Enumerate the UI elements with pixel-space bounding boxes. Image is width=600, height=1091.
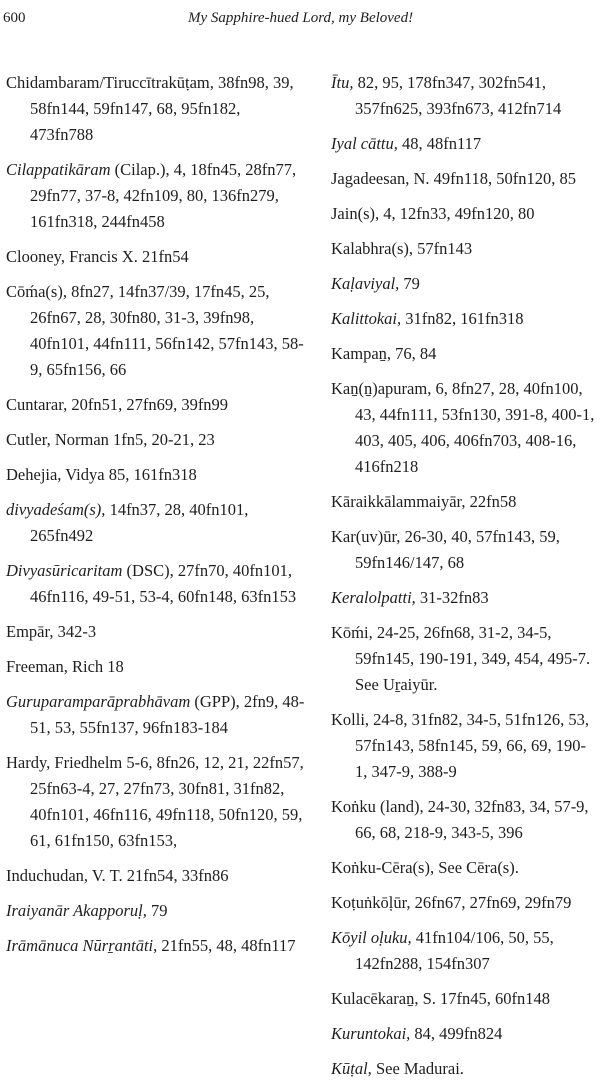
index-entry-references: 57fn143 (413, 239, 473, 258)
index-entry-references: 4, 12fn33, 49fn120, 80 (379, 204, 535, 223)
index-entry-term: Freeman, Rich (6, 657, 104, 676)
index-entry-term: Cōḿa(s), (6, 282, 67, 301)
index-entry (331, 341, 597, 367)
index-entry-term: Kaḷaviyal, (331, 274, 400, 293)
index-entry-term: Iraiyanār Akapporuḷ, (6, 901, 147, 920)
index-entry (6, 863, 306, 889)
index-entry (6, 497, 306, 549)
index-entry-term: Guruparamparāprabhāvam (6, 692, 191, 711)
index-entry-term: Jain(s), (331, 204, 380, 223)
index-entry-references: 24-8, 31fn82, 34-5, 51fn126, 53, 57fn143, 58fn145, 59, 66, 69, 190-1, 347-9, 388-9 (355, 710, 590, 781)
index-entry (6, 619, 306, 645)
index-entry (6, 654, 306, 680)
index-entry-term: Chidambaram/Tiruccītrakūṭam, (6, 73, 214, 92)
index-entry-term: Empār, (6, 622, 54, 641)
index-entry (331, 236, 597, 262)
index-entry-references: 22fn58 (465, 492, 517, 511)
index-entry (331, 890, 597, 916)
index-entry-term: Jagadeesan, N. (331, 169, 430, 188)
index-entry-references: See Cēra(s). (434, 858, 519, 877)
index-column-right (331, 70, 597, 1091)
index-entry (331, 1021, 597, 1047)
page-header (0, 6, 600, 30)
index-entry (6, 70, 306, 148)
index-entry-references: 26fn67, 27fn69, 29fn79 (410, 893, 572, 912)
index-entry-references: 5-6, 8fn26, 12, 21, 22fn57, 25fn63-4, 27, 27fn73, 30fn81, 31fn82, 40fn101, 46fn116, 49fn118, 50fn120, 59, 61, 61fn150, 63fn153, (30, 753, 304, 850)
index-entry-references: 21fn55, 48, 48fn117 (157, 936, 296, 955)
index-entry-term: Kōḿi, (331, 623, 373, 642)
index-entry-references: 24-25, 26fn68, 31-2, 34-5, 59fn145, 190-191, 349, 454, 495-7. See Uṟaiyūr. (355, 623, 591, 694)
index-entry-references: 49fn118, 50fn120, 85 (429, 169, 577, 188)
index-entry-term: Divyasūricaritam (6, 561, 123, 580)
index-entry-references: (Cilap.), 4, 18fn45, 28fn77, 29fn77, 37-8, 42fn109, 80, 136fn279, 161fn318, 244fn458 (30, 160, 297, 231)
index-entry-references: (GPP), 2fn9, 48-51, 53, 55fn137, 96fn183-184 (30, 692, 305, 737)
index-entry (6, 558, 306, 610)
index-entry (6, 933, 306, 959)
index-entry-term: Induchudan, V. T. (6, 866, 123, 885)
index-entry-term: Keralolpatti, (331, 588, 416, 607)
index-entry-term: Cuntarar, (6, 395, 68, 414)
running-title: My Sapphire-hued Lord, my Beloved! (188, 10, 414, 26)
index-entry-references: 21fn54, 33fn86 (122, 866, 229, 885)
index-entry-references: 76, 84 (391, 344, 437, 363)
index-entry-references: 31fn82, 161fn318 (401, 309, 524, 328)
index-entry-references: 14fn37, 28, 40fn101, 265fn492 (30, 500, 249, 545)
index-entry (6, 750, 306, 854)
index-entry-references: See Madurai. (371, 1059, 464, 1078)
index-entry (331, 925, 597, 977)
index-entry-term: Dehejia, Vidya (6, 465, 105, 484)
index-entry-term: Iyal cāttu, (331, 134, 398, 153)
index-entry-references: 48, 48fn117 (397, 134, 482, 153)
index-entry-term: Kolli, (331, 710, 370, 729)
index-entry-references: 21fn54 (137, 247, 189, 266)
index-entry (331, 707, 597, 785)
index-entry-term: Kulacēkaraṉ, S. (331, 989, 436, 1008)
index-entry-references: 26-30, 40, 57fn143, 59, 59fn146/147, 68 (355, 527, 560, 572)
index-entry-references: 20fn51, 27fn69, 39fn99 (67, 395, 229, 414)
index-entry-term: Irāmānuca Nūrṟantāti, (6, 936, 158, 955)
index-entry-references: 8fn27, 14fn37/39, 17fn45, 25, 26fn67, 28, 30fn80, 31-3, 39fn98, 40fn101, 44fn111, 56fn142, 57fn143, 58-9, 65fn156, 66 (30, 282, 304, 379)
index-entry-term: Kuruntokai, (331, 1024, 411, 1043)
index-entry-term: divyadeśam(s), (6, 500, 106, 519)
index-entry (6, 392, 306, 418)
index-entry (6, 898, 306, 924)
index-entry (331, 166, 597, 192)
index-column-left (6, 70, 306, 968)
index-entry-references: 38fn98, 39, 58fn144, 59fn147, 68, 95fn182, 473fn788 (30, 73, 294, 144)
index-entry (331, 794, 597, 846)
index-entry (331, 855, 597, 881)
index-entry-references: 18 (103, 657, 124, 676)
index-entry (331, 986, 597, 1012)
index-entry-term: Kaṉ(ṉ)apuram, (331, 379, 432, 398)
index-entry-references: 82, 95, 178fn347, 302fn541, 357fn625, 393fn673, 412fn714 (353, 73, 562, 118)
index-entry (331, 306, 597, 332)
index-entry-term: Ītu, (331, 73, 354, 92)
index-entry (331, 524, 597, 576)
index-entry (6, 157, 306, 235)
index-entry-references: 31-32fn83 (415, 588, 489, 607)
index-entry-references: 79 (399, 274, 420, 293)
index-entry-term: Kāraikkālammaiyār, (331, 492, 466, 511)
index-entry (6, 279, 306, 383)
index-entry-term: Kalittokai, (331, 309, 402, 328)
index-entry-term: Koṅku (land), (331, 797, 424, 816)
index-entry (6, 462, 306, 488)
index-entry-references: 41fn104/106, 50, 55, 142fn288, 154fn307 (355, 928, 554, 973)
index-entry-term: Koṭuṅkōḷūr, (331, 893, 411, 912)
index-entry (6, 427, 306, 453)
index-entry (331, 131, 597, 157)
index-entry-term: Hardy, Friedhelm (6, 753, 123, 772)
index-entry-references: 79 (146, 901, 168, 920)
index-entry-term: Kampaṉ, (331, 344, 392, 363)
index-entry-references: 24-30, 32fn83, 34, 57-9, 66, 68, 218-9, 343-5, 396 (355, 797, 589, 842)
index-entry-term: Kōyil oḷuku, (331, 928, 412, 947)
index-entry-term: Clooney, Francis X. (6, 247, 138, 266)
page-number: 600 (3, 10, 26, 26)
index-entry (331, 70, 597, 122)
index-entry-references: (DSC), 27fn70, 40fn101, 46fn116, 49-51, 53-4, 60fn148, 63fn153 (30, 561, 297, 606)
index-entry-term: Cilappatikāram (6, 160, 111, 179)
index-entry-references: 84, 499fn824 (410, 1024, 503, 1043)
index-entry (331, 271, 597, 297)
index-entry-references: 1fn5, 20-21, 23 (108, 430, 215, 449)
index-entry-references: 6, 8fn27, 28, 40fn100, 43, 44fn111, 53fn130, 391-8, 400-1, 403, 405, 406, 406fn703, 408-16, 416fn218 (355, 379, 595, 476)
index-entry-term: Kūṭal, (331, 1059, 372, 1078)
index-entry-term: Kar(uv)ūr, (331, 527, 401, 546)
index-entry (6, 244, 306, 270)
index-entry (331, 585, 597, 611)
index-entry-references: 17fn45, 60fn148 (435, 989, 551, 1008)
index-entry (6, 689, 306, 741)
index-entry (331, 201, 597, 227)
index-entry-term: Kalabhra(s), (331, 239, 414, 258)
index-entry-references: 85, 161fn318 (104, 465, 197, 484)
index-entry-term: Cutler, Norman (6, 430, 109, 449)
index-entry (331, 376, 597, 480)
index-entry (331, 620, 597, 698)
index-entry-term: Koṅku-Cēra(s), (331, 858, 435, 877)
index-entry-references: 342-3 (53, 622, 97, 641)
index-entry (331, 1056, 597, 1082)
index-entry (331, 489, 597, 515)
